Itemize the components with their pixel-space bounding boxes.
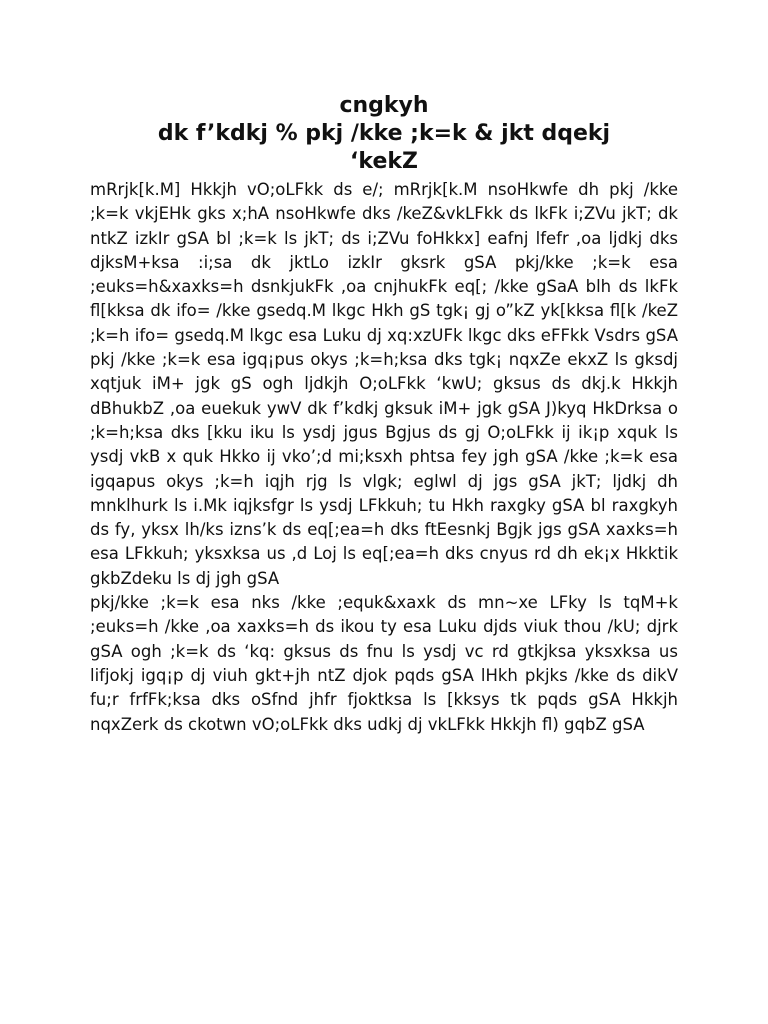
page-title	[90, 92, 678, 176]
document-page	[90, 92, 678, 737]
title-line-2: dk f’kdkj % pkj /kke ;k=k & jkt dqekj	[157, 121, 611, 146]
body-paragraph-1: mRrjk[k.M] Hkkjh vO;oLFkk ds e/; mRrjk[k.M nsoHkwfe dh pkj /kke ;k=k vkjEHk gks x;hA nsoHkwfe dks /keZ&vkLFkk ds lkFk i;ZVu jkT; dk ntkZ izkIr gSA bl ;k=k ls jkT; ds i;ZVu foHkkx] eafnj lfefr ,oa ljdkj dks djksM+ksa :i;sa dk jktLo izkIr gksrk gSA pkj/kke ;k=k esa ;euks=h&xaxks=h dsnkjukFk ,oa cnjhukFk eq[; /kke gSaA blh ds lkFk fl[kksa dk ifo= /kke gsedq.M lkgc Hkh gS tgk¡ gj o”kZ yk[kksa fl[k /keZ ;k=h ifo= gsedq.M lkgc esa Luku dj xq:xzUFk lkgc dks eFFkk Vsdrs gSA pkj /kke ;k=k esa igq¡pus okys ;k=h;ksa dks tgk¡ nqxZe ekxZ ls gksdj xqtjuk iM+ jgk gS ogh ljdkjh O;oLFkk ‘kwU; gksus ds dkj.k Hkkjh dBhukbZ ,oa euekuk ywV dk f’kdkj gksuk iM+ jgk gSA J)kyq HkDrksa o ;k=h;ksa dks [kku iku ls ysdj jgus Bgjus ds gj O;oLFkk ij ik¡p xquk ls ysdj vkB x quk Hkko ij vko’;d mi;ksxh phtsa fey jgh gSA /kke ;k=k esa igqapus okys ;k=h iqjh rjg ls vlgk; eglwl dj jgs gSA jkT; ljdkj dh mnklhurk ls i.Mk iqjksfgr ls ysdj LFkkuh; tu Hkh raxgky gSA bl raxgkyh ds fy, yksx lh/ks izns’k ds eq[;ea=h dks ftEesnkj Bgjk jgs gSA xaxks=h esa LFkkuh; yksxksa us ,d Loj ls eq[;ea=h dks cnyus rd dh ek¡x Hkktik gkbZdeku ls dj jgh gSA	[90, 180, 678, 588]
title-line-3: ‘kekZ	[350, 149, 418, 174]
title-line-1: cngkyh	[339, 93, 429, 118]
body-paragraph-2: pkj/kke ;k=k esa nks /kke ;equk&xaxk ds mn~xe LFky ls tqM+k ;euks=h /kke ,oa xaxks=h ds ikou ty esa Luku djds viuk thou /kU; djrk gSA ogh ;k=k ds ‘kq: gksus ds fnu ls ysdj vc rd gtkjksa yksxksa us lifjokj igq¡p dj viuh gkt+jh ntZ djok pqds gSA lHkh pkjks /kke ds dikV fu;r frfFk;ksa dks oSfnd jhfr fjoktksa ls [kksys tk pqds gSA Hkkjh nqxZerk ds ckotwn vO;oLFkk dks udkj dj vkLFkk Hkkjh fl) gqbZ gSA	[90, 593, 678, 734]
